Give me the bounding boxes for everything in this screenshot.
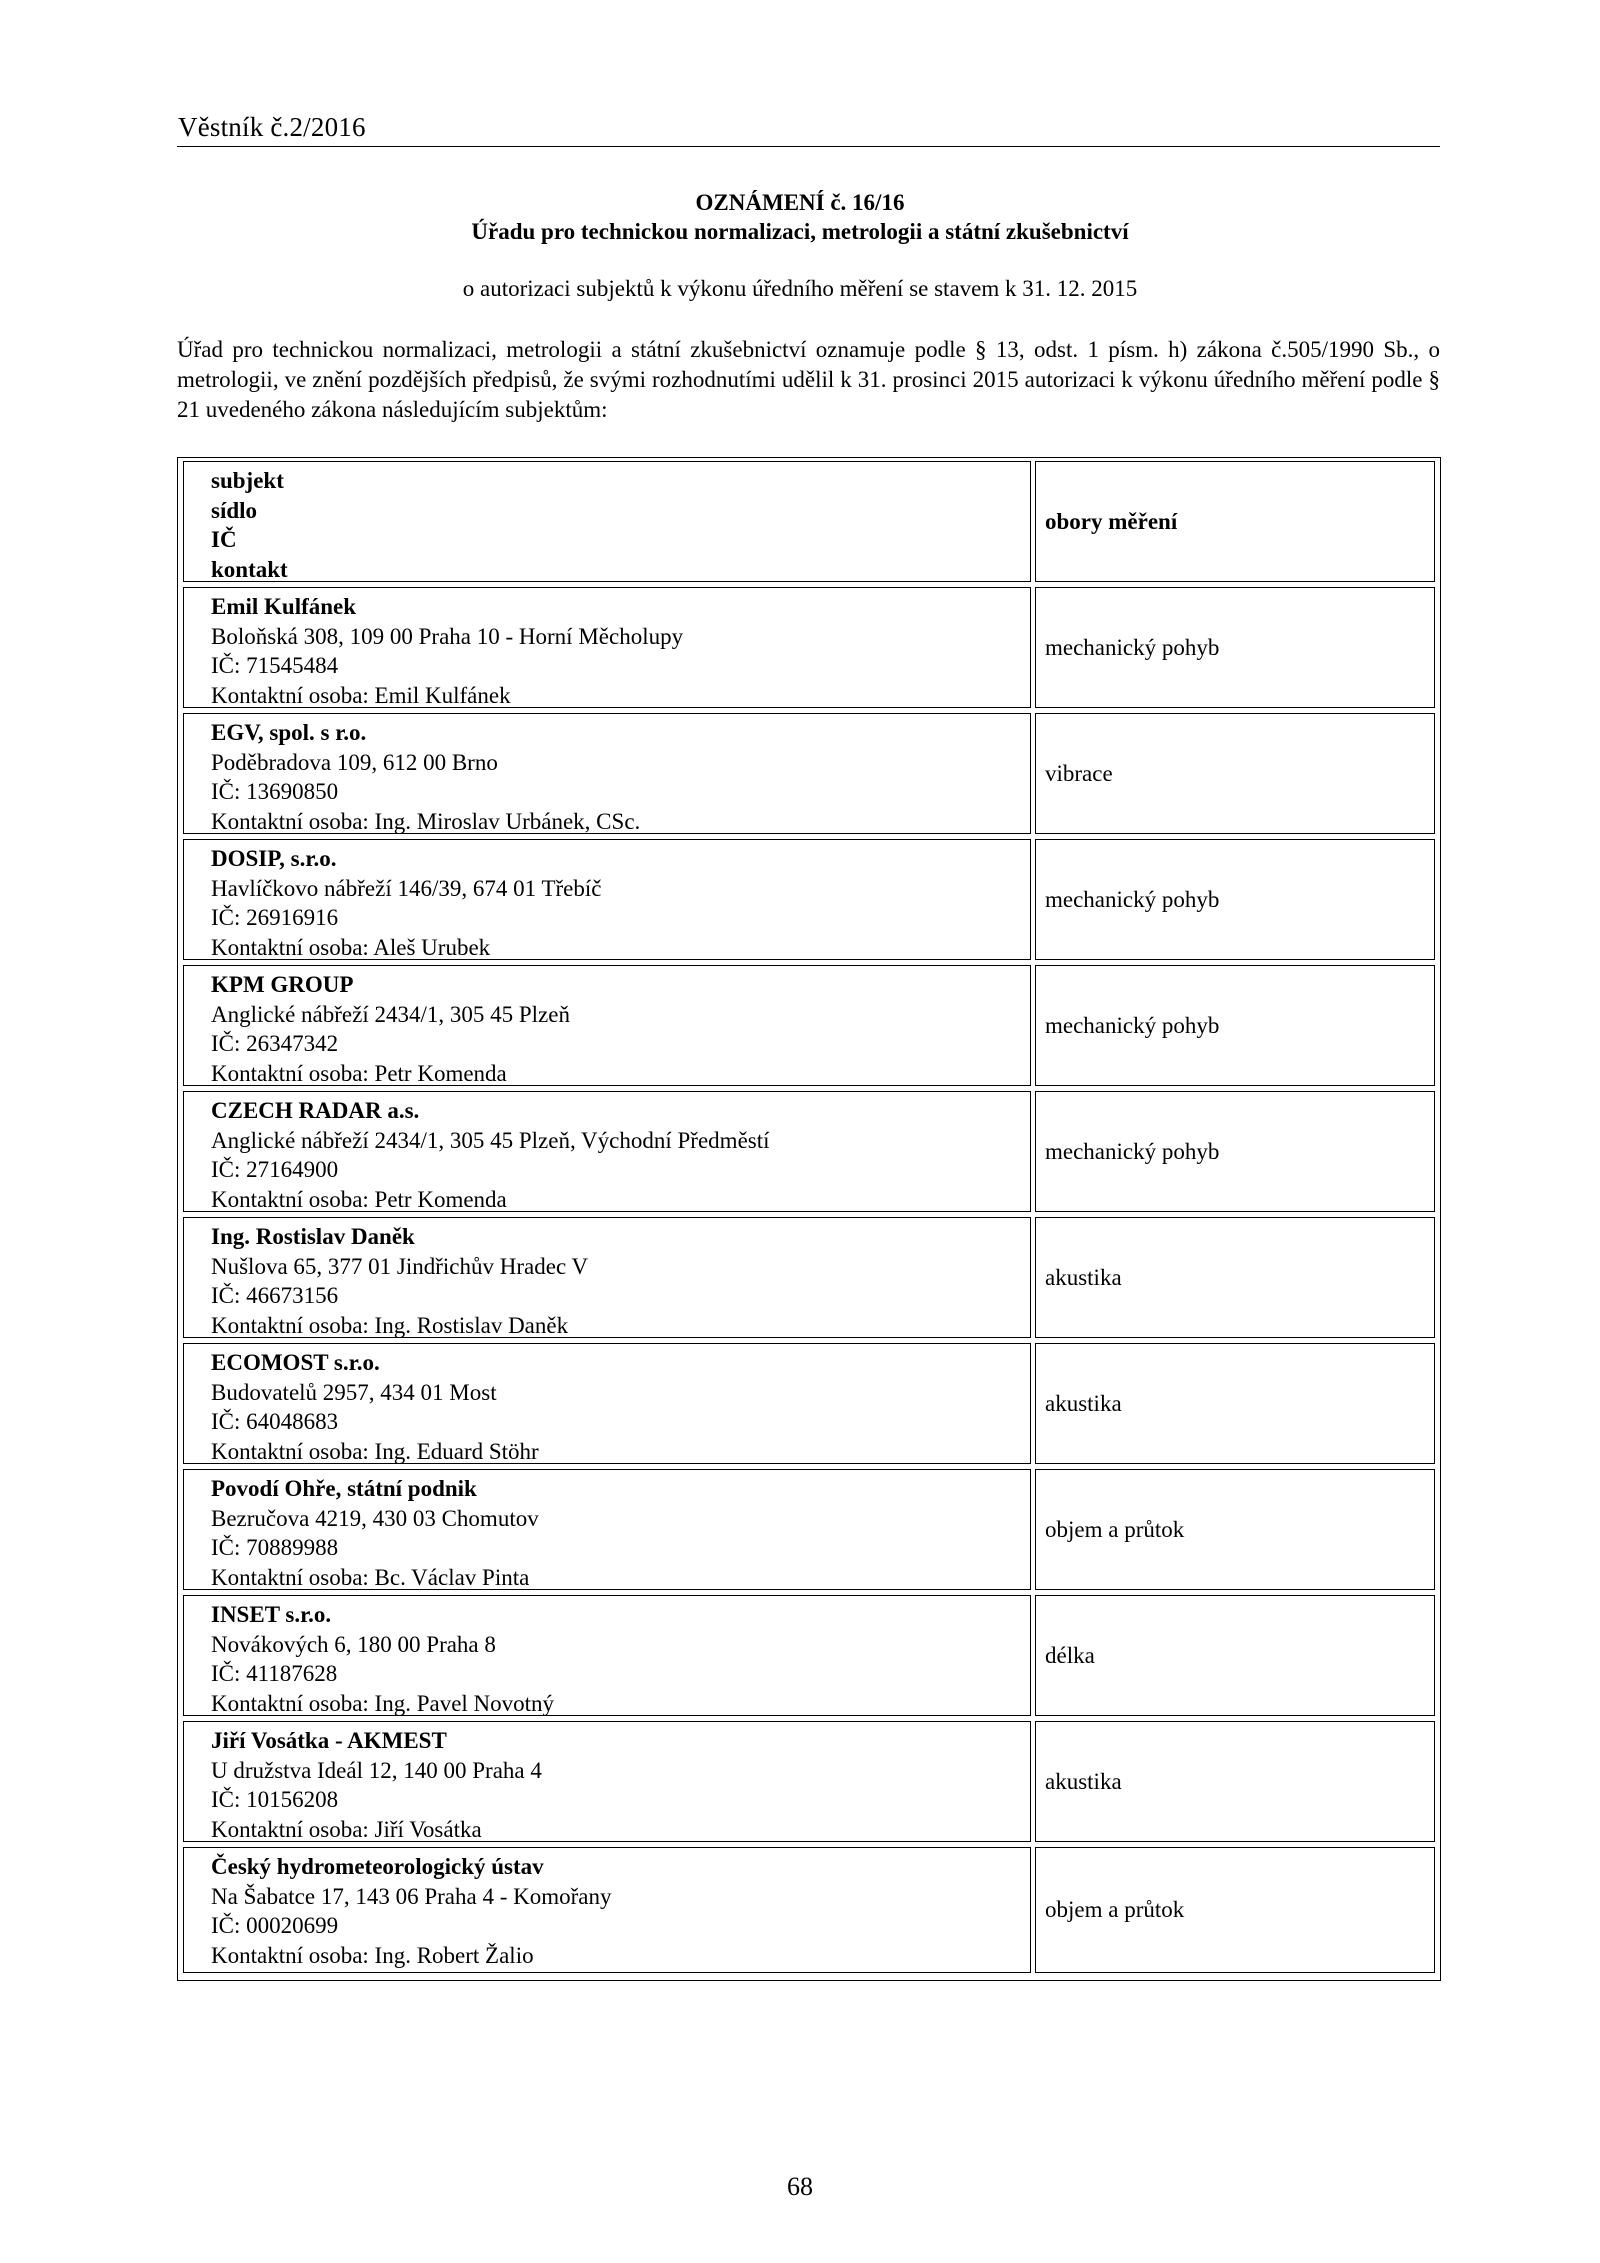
subject-name: KPM GROUP [211, 972, 354, 997]
subject-address: Anglické nábřeží 2434/1, 305 45 Plzeň [211, 1001, 570, 1027]
subject-address: Poděbradova 109, 612 00 Brno [211, 749, 498, 775]
table-row-subject [183, 1469, 1031, 1590]
subject-name: INSET s.r.o. [211, 1602, 332, 1627]
subject-ic: IČ: 71545484 [211, 653, 339, 678]
table-row-subject [183, 1091, 1031, 1212]
running-header: Věstník č.2/2016 [178, 112, 366, 142]
header-label-kontakt: kontakt [211, 556, 288, 582]
subject-contact: Kontaktní osoba: Jiří Vosátka [211, 1816, 482, 1842]
table-row-subject [183, 839, 1031, 960]
table-row-field [1035, 1091, 1435, 1212]
subject-contact: Kontaktní osoba: Petr Komenda [211, 1186, 507, 1212]
subject-contact: Kontaktní osoba: Bc. Václav Pinta [211, 1564, 530, 1590]
subject-address: Novákových 6, 180 00 Praha 8 [211, 1631, 496, 1657]
table-row-field [1035, 1343, 1435, 1464]
measurement-field: akustika [1045, 1390, 1122, 1416]
measurement-field: mechanický pohyb [1045, 886, 1220, 912]
header-label-subjekt: subjekt [211, 468, 284, 493]
table-row-field [1035, 1721, 1435, 1842]
measurement-field: vibrace [1045, 760, 1113, 786]
subject-address: U družstva Ideál 12, 140 00 Praha 4 [211, 1757, 542, 1783]
table-row-subject [183, 1721, 1031, 1842]
table-row-field [1035, 587, 1435, 708]
header-rule [177, 146, 1440, 147]
measurement-field: délka [1045, 1642, 1095, 1668]
table-row-field [1035, 1217, 1435, 1338]
subject-contact: Kontaktní osoba: Emil Kulfánek [211, 682, 511, 708]
subject-ic: IČ: 13690850 [211, 779, 339, 804]
announcement-title: OZNÁMENÍ č. 16/16 [695, 190, 905, 215]
subject-address: Anglické nábřeží 2434/1, 305 45 Plzeň, Východní Předměstí [211, 1127, 770, 1153]
table-row-field [1035, 839, 1435, 960]
subject-contact: Kontaktní osoba: Aleš Urubek [211, 934, 491, 960]
subject-ic: IČ: 70889988 [211, 1535, 339, 1560]
subject-address: Budovatelů 2957, 434 01 Most [211, 1379, 497, 1405]
subject-name: Český hydrometeorologický ústav [211, 1854, 544, 1879]
measurement-field: mechanický pohyb [1045, 634, 1220, 660]
measurement-field: mechanický pohyb [1045, 1138, 1220, 1164]
subject-address: Na Šabatce 17, 143 06 Praha 4 - Komořany [211, 1883, 612, 1909]
measurement-field: objem a průtok [1045, 1516, 1185, 1542]
subject-ic: IČ: 41187628 [211, 1661, 338, 1686]
header-label-ic: IČ [211, 527, 237, 552]
subject-address: Boloňská 308, 109 00 Praha 10 - Horní Měcholupy [211, 623, 684, 649]
subject-address: Bezručova 4219, 430 03 Chomutov [211, 1505, 539, 1531]
subject-name: DOSIP, s.r.o. [211, 846, 337, 871]
subject-ic: IČ: 64048683 [211, 1409, 339, 1434]
subject-name: ECOMOST s.r.o. [211, 1350, 380, 1375]
subject-ic: IČ: 46673156 [211, 1283, 339, 1308]
measurement-field: mechanický pohyb [1045, 1012, 1220, 1038]
measurement-field: akustika [1045, 1264, 1122, 1290]
table-row-subject [183, 587, 1031, 708]
table-row-subject [183, 1847, 1031, 1973]
table-row-subject [183, 1595, 1031, 1716]
table-row-field [1035, 713, 1435, 834]
subject-contact: Kontaktní osoba: Ing. Miroslav Urbánek, CSc. [211, 808, 641, 834]
table-header-fields [1035, 461, 1435, 582]
subject-name: Jiří Vosátka - AKMEST [211, 1728, 447, 1753]
subject-name: Povodí Ohře, státní podnik [211, 1476, 477, 1501]
subject-contact: Kontaktní osoba: Ing. Pavel Novotný [211, 1690, 555, 1716]
subject-ic: IČ: 27164900 [211, 1157, 339, 1182]
measurement-field: objem a průtok [1045, 1897, 1185, 1922]
subject-ic: IČ: 26347342 [211, 1031, 339, 1056]
issuer-title: Úřadu pro technickou normalizaci, metrologii a státní zkušebnictví [471, 219, 1129, 244]
subject-name: Ing. Rostislav Daněk [211, 1224, 415, 1249]
table-header-subject [183, 461, 1031, 582]
table-row-field [1035, 1847, 1435, 1973]
table-row-subject [183, 1343, 1031, 1464]
page-number: 68 [787, 2172, 813, 2201]
table-row-field [1035, 1469, 1435, 1590]
subject-contact: Kontaktní osoba: Ing. Eduard Stöhr [211, 1438, 539, 1464]
subject-name: CZECH RADAR a.s. [211, 1098, 420, 1123]
header-label-obory: obory měření [1045, 508, 1178, 534]
measurement-field: akustika [1045, 1768, 1122, 1794]
subject-ic: IČ: 00020699 [211, 1913, 339, 1938]
table-row-field [1035, 1595, 1435, 1716]
subject-contact: Kontaktní osoba: Petr Komenda [211, 1060, 507, 1086]
subject-address: Nušlova 65, 377 01 Jindřichův Hradec V [211, 1253, 589, 1279]
subject-name: Emil Kulfánek [211, 594, 357, 619]
table-row-subject [183, 1217, 1031, 1338]
subject-contact: Kontaktní osoba: Ing. Rostislav Daněk [211, 1312, 569, 1338]
subject-contact: Kontaktní osoba: Ing. Robert Žalio [211, 1942, 534, 1968]
subject-address: Havlíčkovo nábřeží 146/39, 674 01 Třebíč [211, 875, 602, 901]
intro-paragraph: Úřad pro technickou normalizaci, metrologii a státní zkušebnictví oznamuje podle § 13, odst. 1 písm. h) zákona č.505/1990 Sb., o metrologii, ve znění pozdějších předpisů, že svými rozhodnutími udělil k 31. prosinci 2015 autorizaci k výkonu úředního měření podle § 21 uvedeného zákona následujícím subjektům: [177, 337, 1440, 422]
subject-ic: IČ: 26916916 [211, 905, 339, 930]
table-row-field [1035, 965, 1435, 1086]
announcement-subtitle: o autorizaci subjektů k výkonu úředního měření se stavem k 31. 12. 2015 [462, 276, 1138, 301]
table-row-subject [183, 713, 1031, 834]
subject-name: EGV, spol. s r.o. [211, 720, 367, 745]
header-label-sidlo: sídlo [211, 497, 258, 523]
table-row-subject [183, 965, 1031, 1086]
subject-ic: IČ: 10156208 [211, 1787, 339, 1812]
